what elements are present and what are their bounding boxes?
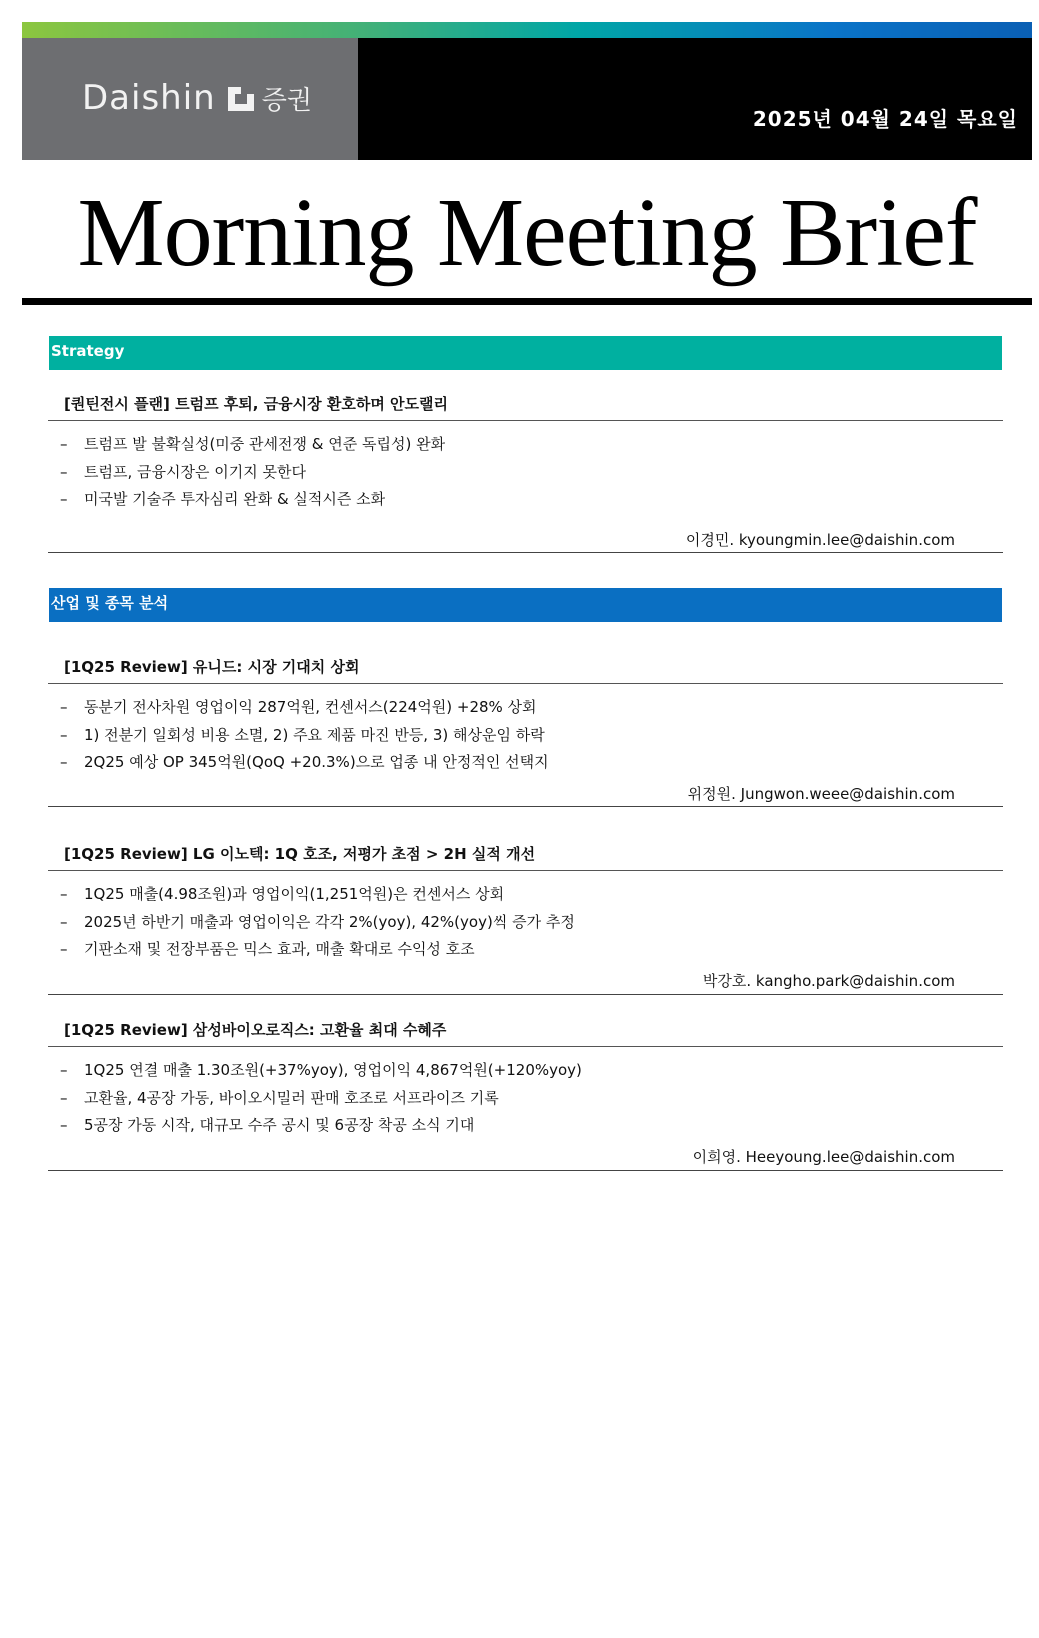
report-date: 2025년 04월 24일 목요일 xyxy=(752,107,1018,131)
bullet-list xyxy=(48,694,1003,777)
bullet-item: – 5공장 가동 시작, 대규모 수주 공시 및 6공장 착공 소식 기대 xyxy=(60,1112,1003,1140)
logo-korean: 증권 xyxy=(261,85,312,116)
bullet-item: – 기판소재 및 전장부품은 믹스 효과, 매출 확대로 수익성 호조 xyxy=(60,936,1003,964)
bullet-list xyxy=(48,881,1003,964)
bullet-item: – 1Q25 연결 매출 1.30조원(+37%yoy), 영업이익 4,867억원(+120%yoy) xyxy=(60,1057,1003,1085)
section-strategy-bar: Strategy xyxy=(49,336,1002,370)
bullet-item: – 1) 전분기 일회성 비용 소멸, 2) 주요 제품 마진 반등, 3) 해상운임 하락 xyxy=(60,722,1003,750)
report-header xyxy=(22,38,1032,160)
date-panel xyxy=(358,38,1032,160)
item-title: [퀀틴전시 플랜] 트럼프 후퇴, 금융시장 환호하며 안도랠리 xyxy=(48,390,1003,421)
analyst-contact: 이희영. Heeyoung.lee@daishin.com xyxy=(692,1148,955,1166)
logo-panel xyxy=(22,38,358,160)
bullet-item: – 2025년 하반기 매출과 영업이익은 각각 2%(yoy), 42%(yoy)씩 증가 추정 xyxy=(60,909,1003,937)
bullet-item: – 트럼프, 금융시장은 이기지 못한다 xyxy=(60,459,1003,487)
item-title: [1Q25 Review] 삼성바이오로직스: 고환율 최대 수혜주 xyxy=(48,1016,1003,1047)
item-divider xyxy=(48,994,1003,995)
analyst-contact: 이경민. kyoungmin.lee@daishin.com xyxy=(685,531,955,549)
logo-mark-icon xyxy=(226,83,256,113)
bullet-item: – 1Q25 매출(4.98조원)과 영업이익(1,251억원)은 컨센서스 상회 xyxy=(60,881,1003,909)
analyst-contact: 박강호. kangho.park@daishin.com xyxy=(702,972,955,990)
bullet-list xyxy=(48,431,1003,514)
logo-wordmark: Daishin xyxy=(82,78,216,118)
bullet-item: – 고환율, 4공장 가동, 바이오시밀러 판매 호조로 서프라이즈 기록 xyxy=(60,1085,1003,1113)
bullet-item: – 미국발 기술주 투자심리 완화 & 실적시즌 소화 xyxy=(60,486,1003,514)
section-industry-bar: 산업 및 종목 분석 xyxy=(49,588,1002,622)
strategy-item xyxy=(48,390,1003,514)
analyst-contact: 위정원. Jungwon.weee@daishin.com xyxy=(687,785,955,803)
industry-item-samsungbio xyxy=(48,1016,1003,1140)
brand-gradient-bar xyxy=(22,22,1032,38)
item-divider xyxy=(48,1170,1003,1171)
industry-item-unid xyxy=(48,653,1003,777)
item-title: [1Q25 Review] 유니드: 시장 기대치 상회 xyxy=(48,653,1003,684)
section-divider xyxy=(48,552,1003,553)
bullet-item: – 2Q25 예상 OP 345억원(QoQ +20.3%)으로 업종 내 안정적인 선택지 xyxy=(60,749,1003,777)
bullet-list xyxy=(48,1057,1003,1140)
item-title: [1Q25 Review] LG 이노텍: 1Q 호조, 저평가 초점 > 2H 실적 개선 xyxy=(48,840,1003,871)
bullet-item: – 트럼프 발 불확실성(미중 관세전쟁 & 연준 독립성) 완화 xyxy=(60,431,1003,459)
title-divider xyxy=(22,298,1032,305)
bullet-item: – 동분기 전사차원 영업이익 287억원, 컨센서스(224억원) +28% 상회 xyxy=(60,694,1003,722)
report-title: Morning Meeting Brief xyxy=(77,179,977,287)
daishin-logo xyxy=(82,78,312,118)
industry-item-lginnotek xyxy=(48,840,1003,964)
item-divider xyxy=(48,806,1003,807)
